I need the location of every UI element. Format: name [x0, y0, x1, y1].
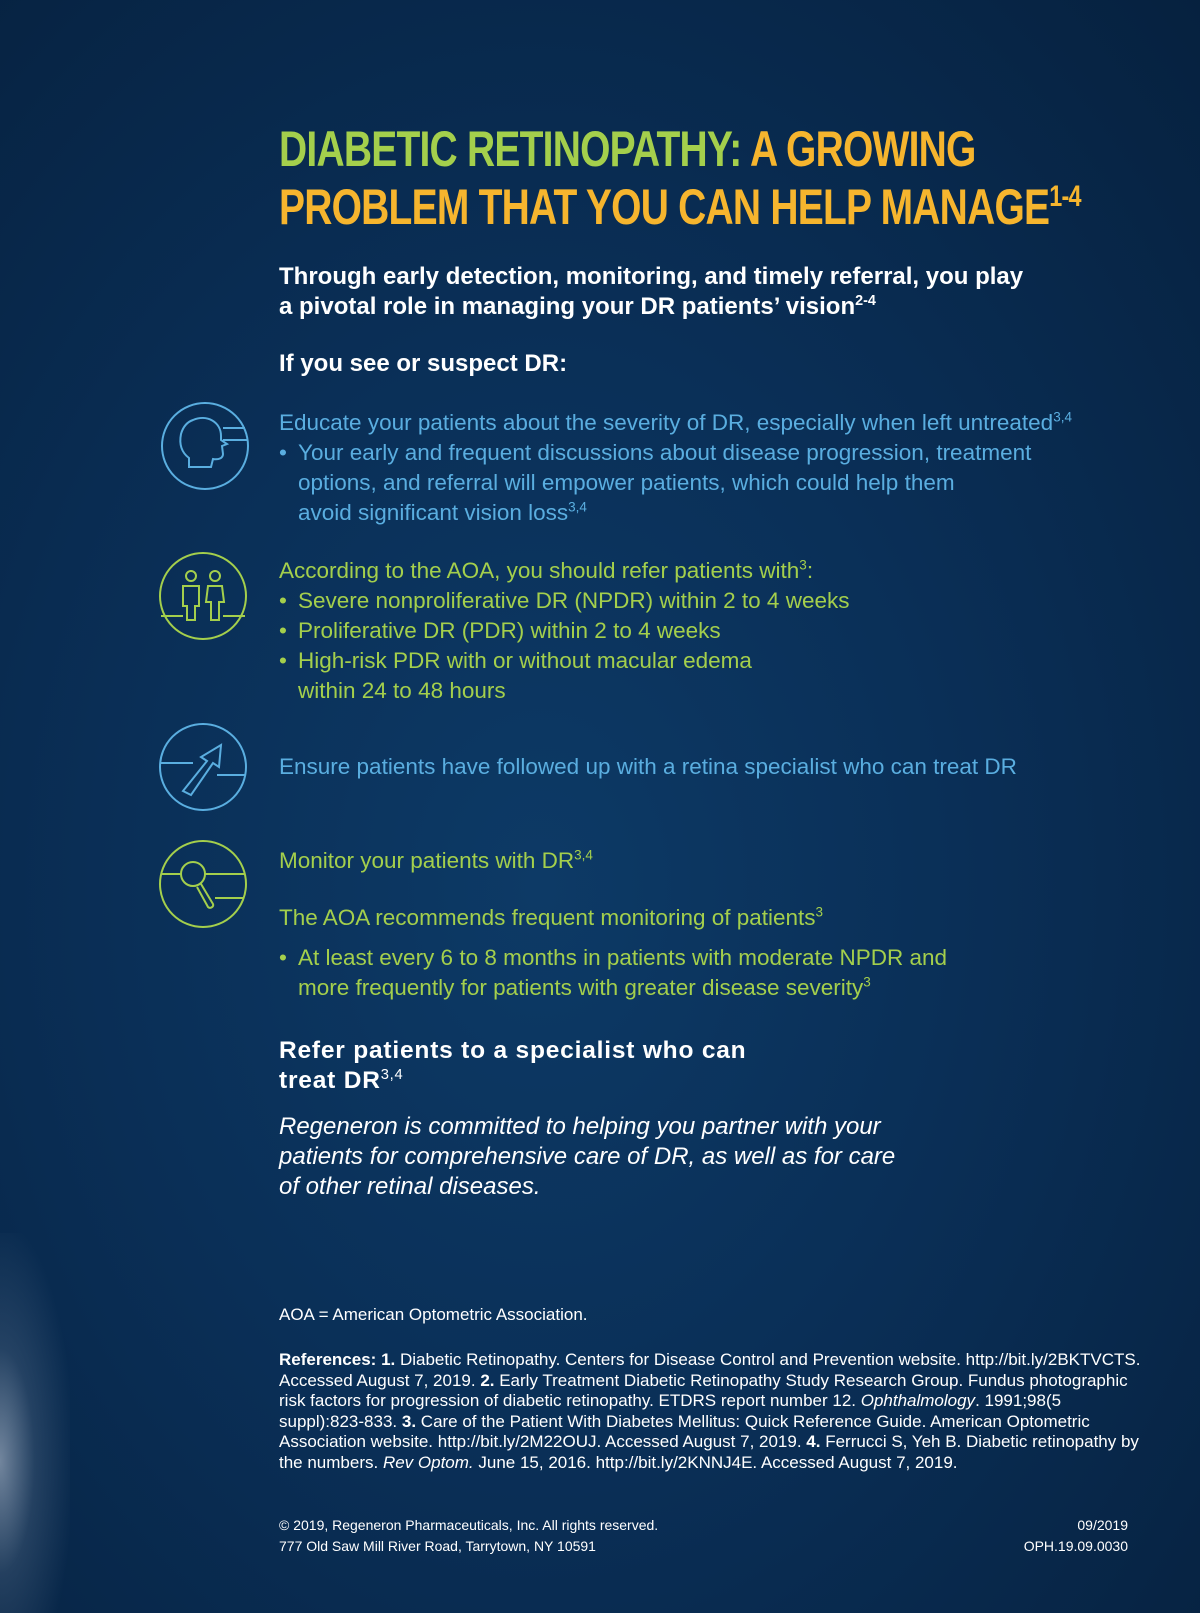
footer-left: [279, 1515, 658, 1557]
people-icon: [157, 550, 249, 642]
list-item: • Proliferative DR (PDR) within 2 to 4 weeks: [279, 616, 1179, 646]
patient-head-icon: [159, 400, 251, 492]
footer-right: [1000, 1515, 1128, 1557]
arrow-up-right-icon: [157, 721, 249, 813]
list-item: • Severe nonproliferative DR (NPDR) within 2 to 4 weeks: [279, 586, 1179, 616]
call-to-action: Refer patients to a specialist who can treat DR$^{3,4}$: [279, 1037, 747, 1094]
lead-heading: If you see or suspect DR:: [279, 350, 568, 377]
section-heading: Monitor your patients with DR$^{3,4}$: [279, 847, 593, 873]
abbreviation-note: AOA = American Optometric Association.: [279, 1305, 588, 1324]
page-title: DIABETIC RETINOPATHY: A GROWING PROBLEM THAT YOU CAN HELP MANAGE$^{1-4}$: [279, 121, 1081, 235]
commitment-statement: Regeneron is committed to helping you partner with your patients for comprehensive care of DR, as well as for care of other retinal diseases.: [279, 1113, 896, 1200]
address: 777 Old Saw Mill River Road, Tarrytown, NY 10591: [279, 1538, 596, 1554]
section-heading: According to the AOA, you should refer patients with$^3$:: [279, 557, 814, 583]
section-ensure-followup: [279, 752, 1179, 782]
background-photo-edge: [0, 1233, 70, 1613]
section-subheading: The AOA recommends frequent monitoring of patients$^3$: [279, 904, 824, 930]
intro-text: Through early detection, monitoring, and timely referral, you play a pivotal role in managing your DR patients’ vision$^{2-4}$: [279, 263, 1024, 320]
publish-date: 09/2019: [1077, 1517, 1128, 1533]
list-item: • Your early and frequent discussions about disease progression, treatment options, and referral will empower patients, which could help them avoid significant vision loss$^{3,4}$: [279, 438, 1179, 528]
section-aoa-referral: [279, 556, 1179, 706]
section-monitor: [279, 846, 1179, 1003]
copyright: © 2019, Regeneron Pharmaceuticals, Inc. All rights reserved.: [279, 1517, 659, 1533]
references: References: 1. Diabetic Retinopathy. Centers for Disease Control and Prevention website. http://bit.ly/2BKTVCTS. Accessed August 7, 2019. 2. Early Treatment Diabetic Retinopathy Study Research Group. Fundus photographic risk factors for progression of diabetic retinopathy. ETDRS report number 12. Ophthalmology. 1991;98(5 suppl):823-833. 3. Care of the Patient With Diabetes Mellitus: Quick Reference Guide. American Optometric Association website. http://bit.ly/2M22OUJ. Accessed August 7, 2019. 4. Ferrucci S, Yeh B. Diabetic retinopathy by the numbers. Rev Optom. June 15, 2016. http://bit.ly/2KNNJ4E. Accessed August 7, 2019.: [279, 1350, 1141, 1472]
list-item: • At least every 6 to 8 months in patients with moderate NPDR and more frequently for patients with greater disease severity$^3$: [279, 943, 1179, 1003]
section-educate: [279, 408, 1179, 528]
magnifier-icon: [157, 838, 249, 930]
section-heading: Ensure patients have followed up with a retina specialist who can treat DR: [279, 754, 1017, 779]
list-item: • High-risk PDR with or without macular edema within 24 to 48 hours: [279, 646, 1179, 706]
section-heading: Educate your patients about the severity of DR, especially when left untreated$^{3,4}$: [279, 409, 1072, 435]
document-code: OPH.19.09.0030: [1023, 1538, 1128, 1554]
